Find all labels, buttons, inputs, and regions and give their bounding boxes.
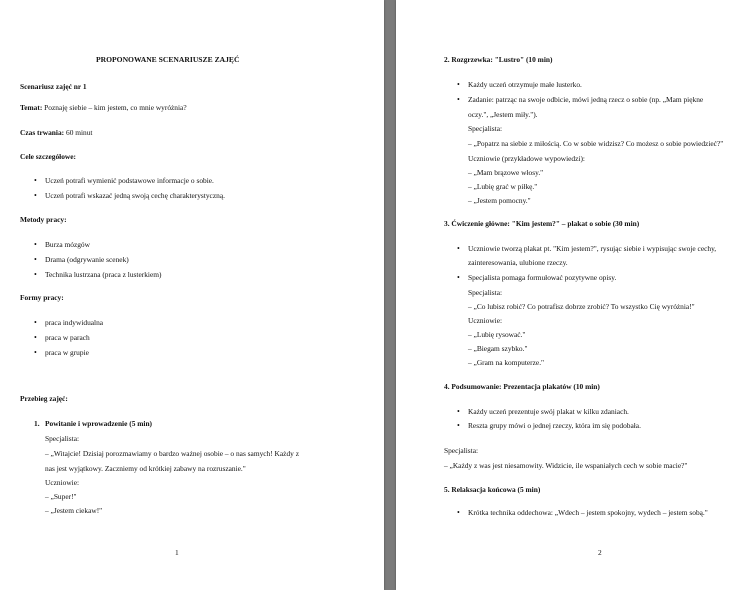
list-item: • Uczniowie tworzą plakat pt. "Kim jestem?", rysując siebie i wypisując swoje cechy,: [468, 244, 716, 253]
section2-heading: 2. Rozgrzewka: "Lustro" (10 min): [444, 55, 553, 64]
dialogue-line: – „Mam brązowe włosy.": [468, 168, 544, 177]
page-number: 1: [175, 548, 179, 557]
step1-line: nas jest wyjątkowy. Zaczniemy od krótkiej zabawy na rozruszanie.": [45, 464, 246, 473]
list-item: • Reszta grupy mówi o jednej rzeczy, która im się podobała.: [468, 421, 641, 430]
list-item: • Uczeń potrafi wymienić podstawowe informacje o sobie.: [45, 176, 214, 185]
goals-heading: Cele szczegółowe:: [20, 152, 77, 161]
list-item: • praca w parach: [45, 333, 90, 342]
time-label: Czas trwania:: [20, 128, 65, 137]
topic-line: [20, 103, 187, 112]
document-page-2: [396, 0, 750, 590]
dialogue-line: Specjalista:: [468, 124, 503, 133]
step1-title: Powitanie i wprowadzenie (5 min): [45, 419, 153, 428]
page-number: 2: [598, 548, 602, 557]
time-value: 60 minut: [66, 128, 93, 137]
topic-value: Poznaję siebie – kim jestem, co mnie wyróżnia?: [44, 103, 187, 112]
section5-heading: 5. Relaksacja końcowa (5 min): [444, 485, 541, 494]
list-item-continuation: zainteresowania, ulubione rzeczy.: [468, 258, 568, 267]
dialogue-line: Specjalista:: [468, 288, 503, 297]
list-item: • Technika lustrzana (praca z lusterkiem): [45, 270, 161, 279]
step1-line: Specjalista:: [45, 434, 80, 443]
list-item: • Każdy uczeń otrzymuje małe lusterko.: [468, 80, 582, 89]
dialogue-line: – „Gram na komputerze.": [468, 358, 545, 367]
list-item: • Każdy uczeń prezentuje swój plakat w kilku zdaniach.: [468, 407, 629, 416]
step1-line: – „Jestem ciekaw!": [45, 506, 103, 515]
list-item: • praca w grupie: [45, 348, 89, 357]
dialogue-line: – „Biegam szybko.": [468, 344, 528, 353]
list-item: • Specjalista pomaga formułować pozytywne opisy.: [468, 273, 616, 282]
list-item: • Drama (odgrywanie scenek): [45, 255, 129, 264]
list-item-continuation: oczy.", „Jestem miły.").: [468, 110, 538, 119]
list-item: • Krótka technika oddechowa: „Wdech – jestem spokojny, wydech – jestem sobą.": [468, 508, 708, 517]
dialogue-line: – „Co lubisz robić? Co potrafisz dobrze zrobić? To wszystko Cię wyróżnia!": [468, 302, 695, 311]
methods-heading: Metody pracy:: [20, 215, 67, 224]
time-line: [20, 128, 92, 137]
dialogue-line: – „Lubię rysować.": [468, 330, 526, 339]
list-item: • praca indywidualna: [45, 318, 103, 327]
step1-line: Uczniowie:: [45, 478, 80, 487]
list-item: • Uczeń potrafi wskazać jedną swoją cechę charakterystyczną.: [45, 191, 225, 200]
topic-label: Temat:: [20, 103, 43, 112]
section4-heading: 4. Podsumowanie: Prezentacja plakatów (10 min): [444, 382, 600, 391]
forms-heading: Formy pracy:: [20, 293, 64, 302]
list-item: • Burza mózgów: [45, 240, 90, 249]
course-heading: Przebieg zajęć:: [20, 394, 68, 403]
step1-line: – „Witajcie! Dzisiaj porozmawiamy o bardzo ważnej osobie – o nas samych! Każdy z: [45, 449, 299, 458]
dialogue-line: – „Lubię grać w piłkę.": [468, 182, 538, 191]
dialogue-line: Uczniowie (przykładowe wypowiedzi):: [468, 154, 585, 163]
dialogue-line: Specjalista:: [444, 446, 479, 455]
dialogue-line: – „Jestem pomocny.": [468, 196, 531, 205]
scenario-label: Scenariusz zajęć nr 1: [20, 82, 87, 91]
dialogue-line: Uczniowie:: [468, 316, 503, 325]
dialogue-line: – „Każdy z was jest niesamowity. Widzicie, ile wspaniałych cech w sobie macie?": [444, 461, 688, 470]
step1-line: – „Super!": [45, 492, 77, 501]
list-item: • Zadanie: patrząc na swoje odbicie, mówi jedną rzecz o sobie (np. „Mam piękne: [468, 95, 703, 104]
dialogue-line: – „Popatrz na siebie z miłością. Co w sobie widzisz? Co możesz o sobie powiedzieć?": [468, 139, 724, 148]
document-title: PROPONOWANE SCENARIUSZE ZAJĘĆ: [96, 55, 240, 64]
step1-number: 1.: [34, 419, 40, 428]
section3-heading: 3. Ćwiczenie główne: "Kim jestem?" – plakat o sobie (30 min): [444, 219, 640, 228]
